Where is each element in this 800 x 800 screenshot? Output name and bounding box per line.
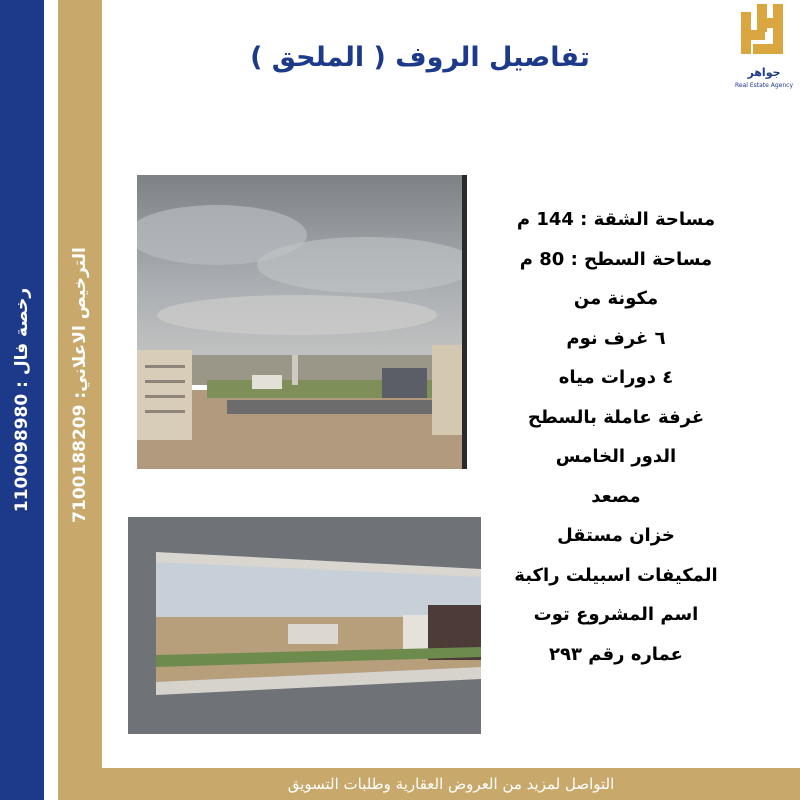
- ad-license-number: الترخيص الاعلاني: 7100188209: [70, 247, 90, 523]
- logo-name: جواهر: [747, 66, 781, 79]
- detail-roof-area: مساحة السطح : 80 م: [519, 248, 713, 270]
- detail-consists-of: مكونة من: [573, 288, 659, 309]
- detail-ac: المكيفات اسبيلت راكبة: [514, 564, 718, 586]
- window-view-photo: [128, 517, 481, 734]
- detail-maid-room: غرفة عاملة بالسطح: [527, 406, 705, 428]
- detail-bedrooms: ٦ غرف نوم: [566, 327, 666, 349]
- detail-building-number: عماره رقم ٢٩٣: [549, 643, 683, 665]
- detail-elevator: مصعد: [591, 485, 641, 507]
- detail-floor: الدور الخامس: [555, 446, 677, 467]
- property-details: [505, 200, 727, 674]
- detail-project-name: اسم المشروع توت: [533, 604, 699, 625]
- detail-water-tank: خزان مستقل: [557, 525, 675, 546]
- page-title: تفاصيل الروف ( الملحق ): [250, 42, 590, 73]
- roof-view-photo: [137, 175, 467, 469]
- logo-subtitle: Real Estate Agency: [735, 82, 793, 89]
- footer-contact-text: التواصل لمزيد من العروض العقارية وطلبات التسويق: [287, 775, 615, 793]
- fal-license-number: رخصة فال : 1100098980: [12, 287, 32, 513]
- footer-bar-corner: [58, 768, 102, 800]
- detail-apartment-area: مساحة الشقة : 144 م: [516, 209, 716, 230]
- detail-bathrooms: ٤ دورات مياه: [558, 367, 674, 388]
